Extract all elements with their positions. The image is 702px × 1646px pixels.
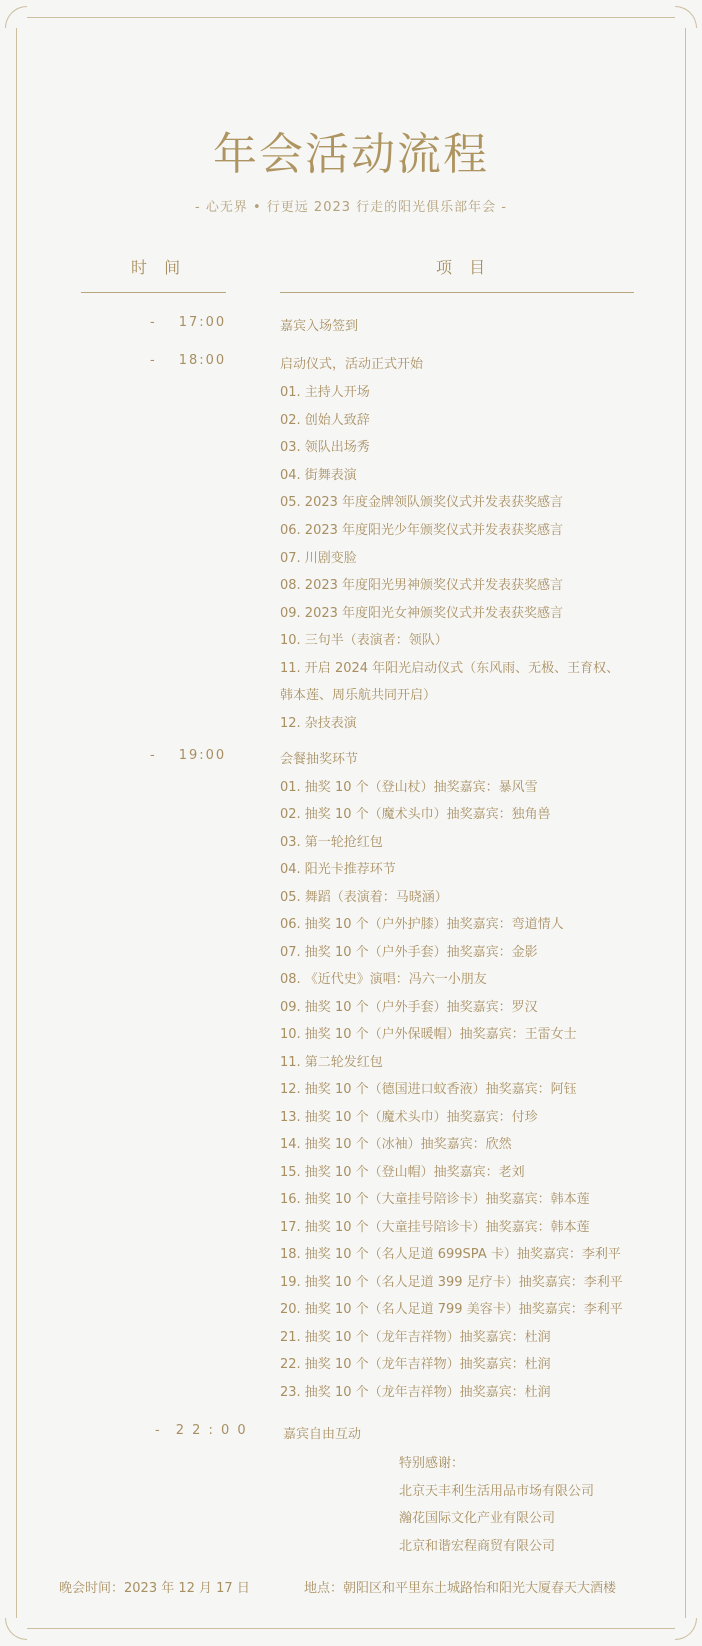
schedule-item: 10. 三句半（表演者：领队）: [280, 633, 448, 648]
event-date: 晚会时间：2023 年 12 月 17 日: [59, 1581, 250, 1596]
frame-corner-ornament: [5, 6, 27, 28]
schedule-item: 02. 创始人致辞: [280, 413, 370, 428]
schedule-item: 01. 抽奖 10 个（登山杖）抽奖嘉宾：暴风雪: [280, 780, 538, 795]
frame-corner-ornament: [675, 1618, 697, 1640]
schedule-item: 11. 第二轮发红包: [280, 1055, 383, 1070]
schedule-item: 嘉宾自由互动: [283, 1427, 362, 1442]
schedule-item: 05. 2023 年度金牌领队颁奖仪式并发表获奖感言: [280, 495, 564, 510]
schedule-item: 09. 2023 年度阳光女神颁奖仪式并发表获奖感言: [280, 606, 564, 621]
sponsor-name: 瀚花国际文化产业有限公司: [399, 1511, 556, 1526]
time-header-divider: [81, 292, 226, 293]
page-title: 年会活动流程: [213, 129, 489, 180]
schedule-item: 07. 川剧变脸: [280, 551, 357, 566]
schedule-item: 08. 2023 年度阳光男神颁奖仪式并发表获奖感言: [280, 578, 564, 593]
thanks-label: 特别感谢：: [399, 1456, 465, 1471]
schedule-item: 23. 抽奖 10 个（龙年吉祥物）抽奖嘉宾：杜润: [280, 1385, 551, 1400]
schedule-item: 01. 主持人开场: [280, 385, 370, 400]
schedule-item: 19. 抽奖 10 个（名人足道 399 足疗卡）抽奖嘉宾：李利平: [280, 1275, 623, 1290]
schedule-time: - 18:00: [150, 353, 227, 368]
schedule-item: 14. 抽奖 10 个（冰袖）抽奖嘉宾：欣然: [280, 1137, 512, 1152]
schedule-item: 11. 开启 2024 年阳光启动仪式（东风雨、无极、王育权、: [280, 661, 620, 676]
sponsor-name: 北京和谐宏程商贸有限公司: [399, 1539, 556, 1554]
schedule-item: 20. 抽奖 10 个（名人足道 799 美容卡）抽奖嘉宾：李利平: [280, 1302, 623, 1317]
schedule-item: 嘉宾入场签到: [280, 319, 359, 334]
frame-corner-ornament: [675, 6, 697, 28]
schedule-item: 15. 抽奖 10 个（登山帽）抽奖嘉宾：老刘: [280, 1165, 525, 1180]
schedule-item: 03. 领队出场秀: [280, 440, 370, 455]
schedule-item: 04. 阳光卡推荐环节: [280, 862, 396, 877]
schedule-item: 12. 抽奖 10 个（德国进口蚊香液）抽奖嘉宾：阿钰: [280, 1082, 577, 1097]
schedule-item: 04. 街舞表演: [280, 468, 357, 483]
schedule-item: 17. 抽奖 10 个（大童挂号陪诊卡）抽奖嘉宾：韩本莲: [280, 1220, 590, 1235]
page-subtitle: - 心无界 • 行更远 2023 行走的阳光俱乐部年会 -: [195, 200, 507, 215]
schedule-item: 16. 抽奖 10 个（大童挂号陪诊卡）抽奖嘉宾：韩本莲: [280, 1192, 590, 1207]
schedule-time: - 19:00: [150, 748, 227, 763]
event-location: 地点：朝阳区和平里东土城路怡和阳光大厦春天大酒楼: [304, 1581, 617, 1596]
schedule-item: 22. 抽奖 10 个（龙年吉祥物）抽奖嘉宾：杜润: [280, 1357, 551, 1372]
schedule-item: 韩本莲、周乐航共同开启）: [280, 688, 437, 703]
schedule-item: 18. 抽奖 10 个（名人足道 699SPA 卡）抽奖嘉宾：李利平: [280, 1247, 621, 1262]
schedule-item: 08. 《近代史》演唱：冯六一小朋友: [280, 972, 487, 987]
schedule-time: - 2 2 : 0 0: [155, 1423, 248, 1438]
frame-corner-ornament: [5, 1618, 27, 1640]
schedule-time: - 17:00: [150, 315, 227, 330]
schedule-item: 启动仪式，活动正式开始: [280, 357, 424, 372]
schedule-item: 10. 抽奖 10 个（户外保暖帽）抽奖嘉宾：王雷女士: [280, 1027, 577, 1042]
schedule-item: 12. 杂技表演: [280, 716, 357, 731]
schedule-item: 13. 抽奖 10 个（魔术头巾）抽奖嘉宾：付珍: [280, 1110, 538, 1125]
schedule-item: 21. 抽奖 10 个（龙年吉祥物）抽奖嘉宾：杜润: [280, 1330, 551, 1345]
schedule-item: 06. 2023 年度阳光少年颁奖仪式并发表获奖感言: [280, 523, 564, 538]
schedule-item: 07. 抽奖 10 个（户外手套）抽奖嘉宾：金影: [280, 945, 538, 960]
sponsor-name: 北京天丰利生活用品市场有限公司: [399, 1484, 595, 1499]
schedule-item: 会餐抽奖环节: [280, 752, 359, 767]
schedule-item: 09. 抽奖 10 个（户外手套）抽奖嘉宾：罗汉: [280, 1000, 538, 1015]
schedule-item: 03. 第一轮抢红包: [280, 835, 383, 850]
item-column-header: 项 目: [436, 258, 492, 277]
schedule-item: 06. 抽奖 10 个（户外护膝）抽奖嘉宾：弯道情人: [280, 917, 564, 932]
item-header-divider: [280, 292, 634, 293]
schedule-item: 02. 抽奖 10 个（魔术头巾）抽奖嘉宾：独角兽: [280, 807, 551, 822]
schedule-item: 05. 舞蹈（表演着：马晓涵）: [280, 890, 448, 905]
time-column-header: 时 间: [131, 258, 187, 277]
